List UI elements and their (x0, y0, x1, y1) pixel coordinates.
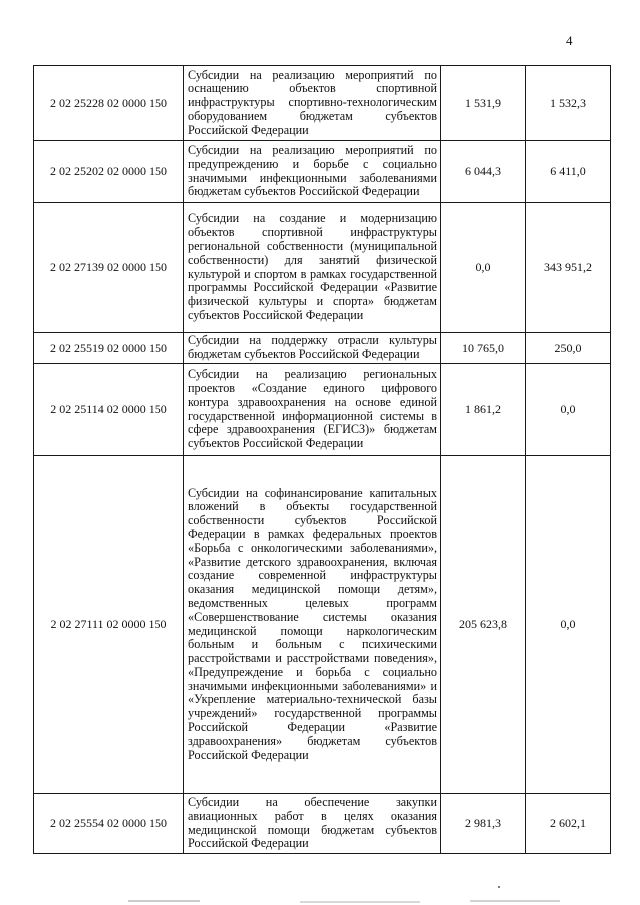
table-row (34, 66, 611, 141)
budget-code-cell: 2 02 25114 02 0000 150 (34, 364, 184, 456)
table-row (34, 141, 611, 203)
value-2-cell: 2 602,1 (526, 794, 611, 854)
budget-subsidies-table (33, 65, 611, 854)
value-1-cell: 1 861,2 (441, 364, 526, 456)
value-1-cell: 2 981,3 (441, 794, 526, 854)
value-2-cell: 1 532,3 (526, 66, 611, 141)
budget-code-cell: 2 02 27111 02 0000 150 (34, 456, 184, 794)
budget-code-cell: 2 02 25228 02 0000 150 (34, 66, 184, 141)
value-2-cell: 0,0 (526, 364, 611, 456)
description-cell: Субсидии на софинансирование капитальных вложений в объекты государственной собственности субъектов Российской Федерации в рамках федеральных проектов «Борьба с онкологическими заболеваниями», «Развитие детского здравоохранения, включая создание современной инфраструктуры оказания медицинской помощи детям», ведомственных целевых программ «Совершенствование системы оказания медицинской помощи наркологическим больным и больным с психическими расстройствами и расстройствами поведения», «Предупреждение и борьба с социально значимыми инфекционными заболеваниями» и «Укрепление материально-технической базы учреждений» государственной программы Российской Федерации «Развитие здравоохранения» бюджетам субъектов Российской Федерации (184, 456, 441, 794)
value-1-cell: 1 531,9 (441, 66, 526, 141)
budget-code-cell: 2 02 25519 02 0000 150 (34, 333, 184, 364)
value-2-cell: 250,0 (526, 333, 611, 364)
description-cell: Субсидии на реализацию региональных проектов «Создание единого цифрового контура здравоохранения на основе единой государственной информационной системы в сфере здравоохранения (ЕГИСЗ)» бюджетам субъектов Российской Федерации (184, 364, 441, 456)
description-cell: Субсидии на реализацию мероприятий по предупреждению и борьбе с социально значимыми инфекционными заболеваниями бюджетам субъектов Российской Федерации (184, 141, 441, 203)
table-row (34, 364, 611, 456)
scan-speck (498, 886, 500, 888)
description-cell: Субсидии на поддержку отрасли культуры бюджетам субъектов Российской Федерации (184, 333, 441, 364)
table-row (34, 456, 611, 794)
budget-code-cell: 2 02 25554 02 0000 150 (34, 794, 184, 854)
table-row (34, 203, 611, 333)
value-2-cell: 6 411,0 (526, 141, 611, 203)
budget-code-cell: 2 02 25202 02 0000 150 (34, 141, 184, 203)
value-1-cell: 10 765,0 (441, 333, 526, 364)
value-1-cell: 0,0 (441, 203, 526, 333)
budget-code-cell: 2 02 27139 02 0000 150 (34, 203, 184, 333)
description-cell: Субсидии на реализацию мероприятий по оснащению объектов спортивной инфраструктуры спортивно-технологическим оборудованием бюджетам субъектов Российской Федерации (184, 66, 441, 141)
value-1-cell: 205 623,8 (441, 456, 526, 794)
table-row (34, 333, 611, 364)
scan-edge-marks (0, 897, 640, 905)
table-row (34, 794, 611, 854)
description-cell: Субсидии на обеспечение закупки авиационных работ в целях оказания медицинской помощи бюджетам субъектов Российской Федерации (184, 794, 441, 854)
value-2-cell: 0,0 (526, 456, 611, 794)
description-cell: Субсидии на создание и модернизацию объектов спортивной инфраструктуры региональной собственности (муниципальной собственности) для занятий физической культурой и спортом в рамках государственной программы Российской Федерации «Развитие физической культуры и спорта» бюджетам субъектов Российской Федерации (184, 203, 441, 333)
value-1-cell: 6 044,3 (441, 141, 526, 203)
page-number: 4 (566, 33, 573, 48)
value-2-cell: 343 951,2 (526, 203, 611, 333)
